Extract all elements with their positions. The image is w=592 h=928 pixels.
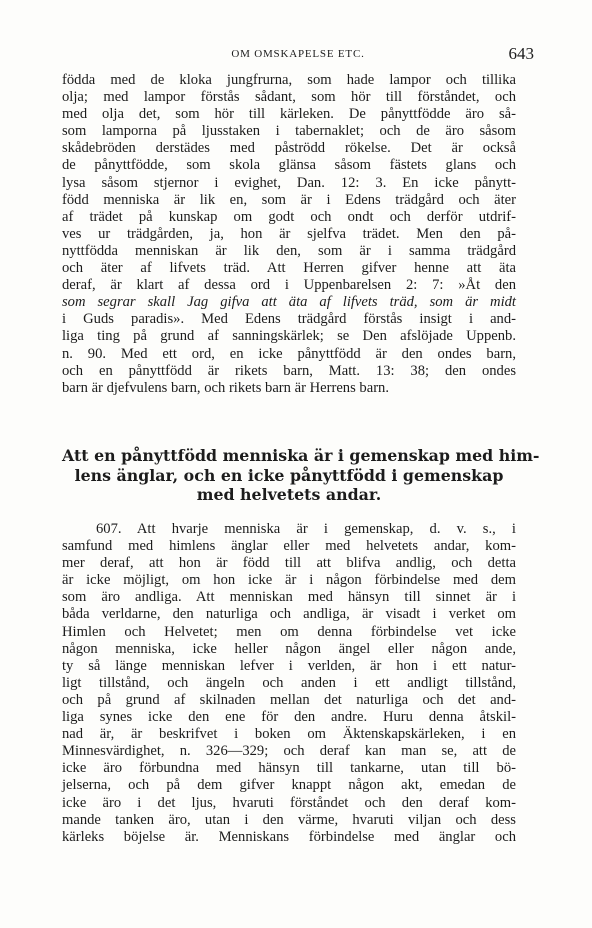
text-line: Himlen och Helvetet; men om denna förbindelse vet icke	[62, 623, 516, 640]
text-line: som segrar skall Jag gifva att äta af lifvets träd, som är midt	[62, 294, 516, 311]
page-number: 643	[508, 44, 534, 63]
text-line: nyttfödda menniskan är lik den, som är i samma trädgård	[62, 242, 516, 259]
section-heading	[62, 446, 540, 505]
text-line: nad är, är beskrifvet i boken om Äktenskapskärleken, i en	[62, 726, 516, 743]
text-line: Minnesvärdighet, n. 326—329; och deraf kan man se, att de	[62, 743, 516, 760]
text-line: är icke möjligt, om hon icke är i någon förbindelse med dem	[62, 572, 516, 589]
text-line: mande tanken äro, utan i den värme, hvaruti viljan och dess	[62, 811, 516, 828]
text-line: barn är djefvulens barn, och rikets barn är Herrens barn.	[62, 379, 390, 396]
text-line: de pånyttfödde, som skola glänsa såsom fästets glans och	[62, 157, 516, 174]
text-line: ves ur trädgården, ja, hon är sjelfva trädet. Men den på-	[62, 225, 516, 242]
paragraph-607	[62, 521, 516, 846]
text-line: jelserna, och på dem gifver knappt någon akt, emedan de	[62, 777, 516, 794]
text-line: icke äro i det ljus, hvaruti förståndet och den deraf kom-	[62, 794, 516, 811]
paragraph-continued	[62, 72, 516, 397]
text-line: samfund med himlens änglar eller med helvetets andar, kom-	[62, 538, 516, 555]
heading-line: med helvetets andar.	[196, 485, 382, 504]
text-line: kärleks böjelse är. Menniskans förbindelse med änglar och	[62, 828, 516, 845]
text-line: n. 90. Med ett ord, en icke pånyttfödd är den ondes barn,	[62, 345, 516, 362]
text-line: och äter af lifvets träd. Att Herren gifver henne att äta	[62, 260, 516, 277]
text-line: olja; med lampor förstås sådant, som hör till förståndet, och	[62, 89, 516, 106]
text-line: född menniska är lik en, som är i Edens trädgård och äter	[62, 191, 516, 208]
text-line: af trädet på kunskap om godt och ondt och derför utdrif-	[62, 208, 516, 225]
text-line: som lamporna på ljusstaken i tabernaklet; och de äro såsom	[62, 123, 516, 140]
text-line: ty så länge menniskan lefver i verlden, är hon i ett natur-	[62, 657, 516, 674]
running-title: OM OMSKAPELSE ETC.	[231, 48, 365, 60]
text-line: skådebröden derstädes med påströdd rökelse. Det är också	[62, 140, 516, 157]
heading-line: Att en pånyttfödd menniska är i gemenskap med him-	[62, 446, 540, 465]
text-line: deraf, är klart af dessa ord i Uppenbarelsen 2: 7: »Åt den	[62, 277, 516, 294]
text-line: ligt tillstånd, och ängeln och anden i ett andligt tillstånd,	[62, 674, 516, 691]
running-header	[62, 44, 534, 66]
text-line: och på grund af skilnaden mellan det naturliga och det and-	[62, 691, 516, 708]
text-line: lysa såsom stjernor i evighet, Dan. 12: 3. En icke pånytt-	[62, 174, 516, 191]
text-line: mer deraf, att hon är född till att blifva andlig, och detta	[62, 555, 516, 572]
text-line: och en pånyttfödd är rikets barn, Matt. 13: 38; den ondes	[62, 362, 516, 379]
text-line: som äro andliga. Att menniskan med hänsyn till sinnet är i	[62, 589, 516, 606]
text-line: födda med de kloka jungfrurna, som hade lampor och tillika	[62, 72, 516, 88]
text-line: liga ting på grund af sanningskärlek; se Den afslöjade Uppenb.	[62, 328, 516, 345]
heading-line: lens änglar, och en icke pånyttfödd i gemenskap	[74, 465, 504, 485]
text-line: 607. Att hvarje menniska är i gemenskap, d. v. s., i	[96, 521, 516, 537]
text-line: liga synes icke den ene för den andre. Huru denna åtskil-	[62, 709, 516, 726]
text-line: icke äro förbundna med hänsyn till tankarne, utan till bö-	[62, 760, 516, 777]
text-line: med olja det, som hör till kärleken. De pånyttfödde äro så-	[62, 106, 516, 123]
text-line: någon menniska, icke heller någon ängel eller någon ande,	[62, 640, 516, 657]
text-line: båda verldarne, den naturliga och andliga, är visadt i verket om	[62, 606, 516, 623]
text-line: i Guds paradis». Med Edens trädgård förstås insigt i and-	[62, 311, 516, 328]
